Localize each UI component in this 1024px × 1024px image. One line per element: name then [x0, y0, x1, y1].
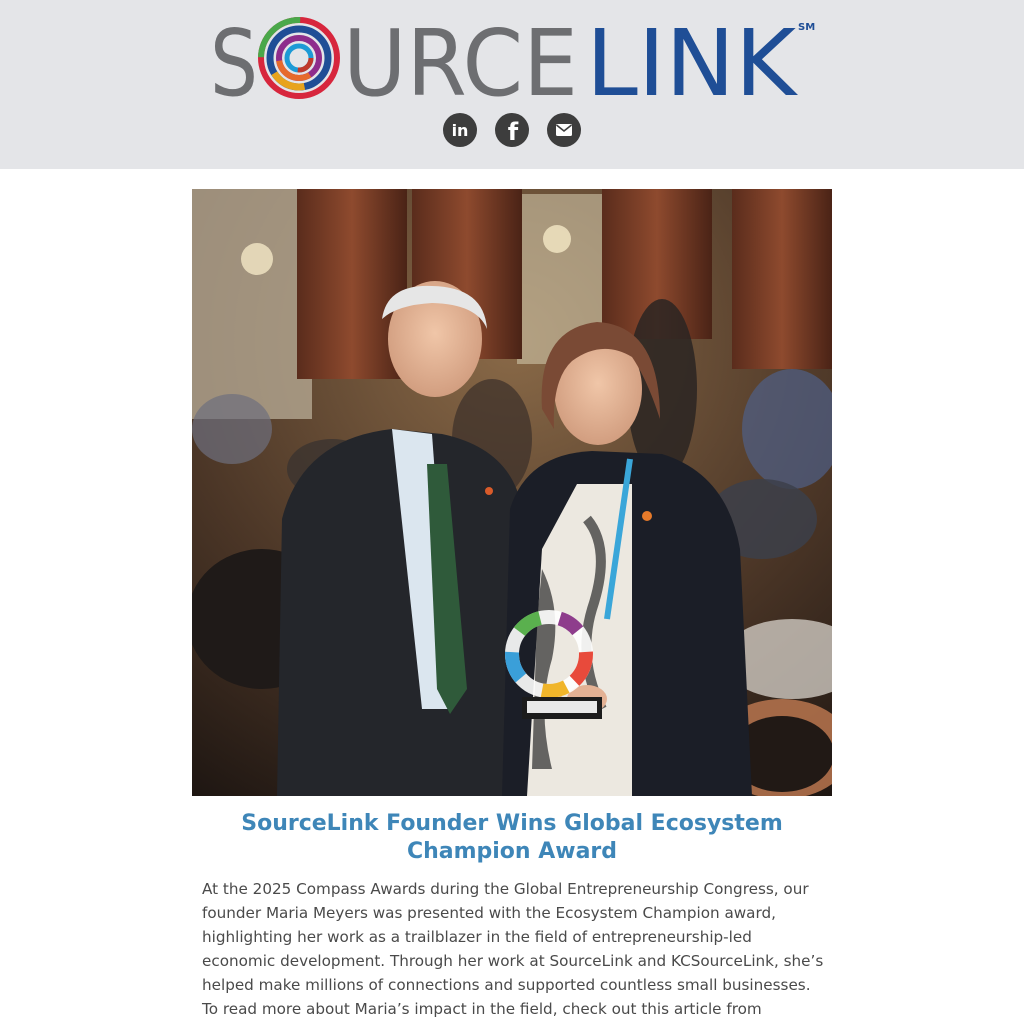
- sourcelink-logo[interactable]: [210, 14, 820, 104]
- social-links: [443, 113, 583, 147]
- svg-text:f: f: [507, 118, 519, 146]
- svg-text:in: in: [451, 121, 469, 140]
- linkedin-icon[interactable]: [443, 113, 477, 147]
- mail-icon[interactable]: [547, 113, 581, 147]
- logo-service-mark: SM: [798, 22, 816, 33]
- logo-text-link: LINK: [586, 14, 799, 104]
- award-photo[interactable]: [192, 189, 832, 796]
- logo-o-ring-icon: [261, 20, 337, 96]
- logo-text-urce: URCE: [343, 14, 578, 104]
- logo-letter-s: S: [210, 14, 258, 104]
- facebook-icon[interactable]: [495, 113, 529, 147]
- article-title[interactable]: SourceLink Founder Wins Global Ecosystem Champion Award: [241, 811, 783, 864]
- email-header: [0, 0, 1024, 169]
- article-body: At the 2025 Compass Awards during the Global Entrepreneurship Congress, our founder Maria Meyers was presented with the Ecosystem Champion award, highlighting her work as a trailblazer in the field of entrepreneurship-led economic development. Through her work at SourceLink and KCSourceLink, she’s helped make millions of connections and supported countless small businesses. To read more about Maria’s impact in the field, check out this article from: [202, 880, 824, 1018]
